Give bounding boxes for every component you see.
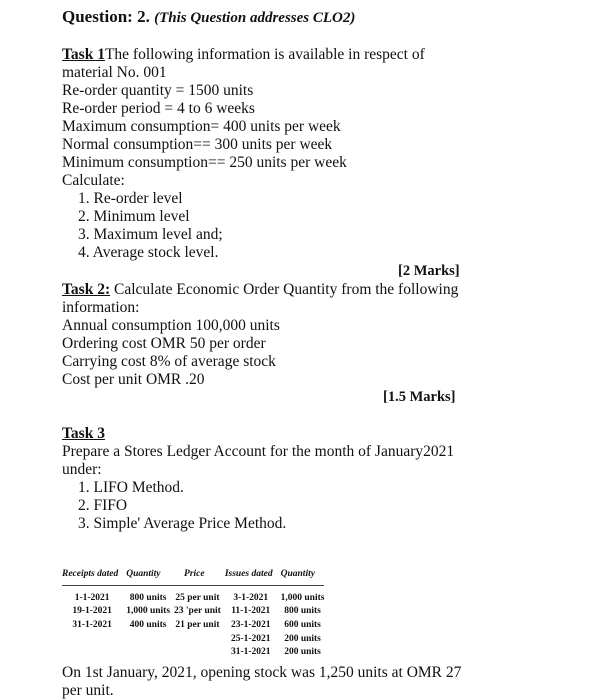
- col-issues-dated: Issues dated: [224, 569, 273, 579]
- col-receipt-quantity: Quantity: [126, 569, 161, 579]
- table-row: [62, 632, 328, 646]
- calculate-label: Calculate:: [62, 172, 125, 189]
- table-row: [62, 605, 328, 619]
- task2-fact: Ordering cost OMR 50 per order: [62, 335, 266, 352]
- question-title: Question: 2. (This Question addresses CLO2): [62, 7, 356, 26]
- col-receipts-dated: Receipts dated: [62, 569, 119, 579]
- task1-fact: Normal consumption== 300 units per week: [62, 136, 333, 153]
- table-cell: [174, 632, 225, 646]
- table-cell: 800 units: [129, 592, 167, 603]
- table-cell: 31-1-2021: [72, 619, 112, 630]
- table-cell: 25 per unit: [175, 592, 220, 603]
- table-cell: [126, 645, 174, 659]
- table-cell: 200 units: [284, 647, 321, 658]
- col-issue-quantity: Quantity: [280, 569, 315, 579]
- table-cell: [174, 645, 225, 659]
- table-cell: 11-1-2021: [231, 606, 271, 617]
- table-header-row: [62, 565, 328, 583]
- table-cell: 19-1-2021: [72, 606, 112, 617]
- task3-intro-cont: under:: [62, 461, 102, 478]
- table-cell: 1,000 units: [280, 592, 325, 603]
- task2-fact: Annual consumption 100,000 units: [62, 317, 280, 334]
- table-cell: 800 units: [284, 606, 321, 617]
- task1-item: 3. Maximum level and;: [78, 226, 223, 243]
- task3-heading-line: [62, 425, 105, 443]
- table-row: [62, 618, 328, 632]
- task1-marks: [2 Marks]: [398, 263, 460, 279]
- table-cell: 31-1-2021: [230, 647, 271, 658]
- task1-item: 4. Average stock level.: [78, 244, 219, 261]
- opening-stock-note: On 1st January, 2021, opening stock was 1,250 units at OMR 27: [62, 664, 462, 681]
- question-note: (This Question addresses CLO2): [154, 10, 356, 26]
- task2-intro: Task 2: Calculate Economic Order Quantity from the following: [62, 281, 459, 298]
- table-cell: 23 'per unit: [174, 606, 221, 617]
- col-price: Price: [184, 569, 205, 579]
- table-cell: [62, 645, 126, 659]
- table-row: [62, 591, 328, 605]
- task1-intro-cont: material No. 001: [62, 64, 167, 81]
- table-header-divider: [62, 585, 324, 586]
- task2-marks: [1.5 Marks]: [383, 389, 456, 405]
- task1-heading: Task 1: [62, 46, 105, 63]
- ledger-table: [62, 565, 328, 659]
- task1-fact: Re-order quantity = 1500 units: [62, 82, 254, 99]
- task3-item: 1. LIFO Method.: [78, 479, 184, 496]
- task3-item: 3. Simple' Average Price Method.: [78, 515, 287, 532]
- task1-item: 2. Minimum level: [78, 208, 190, 225]
- task1-fact: Maximum consumption= 400 units per week: [62, 118, 341, 135]
- task2-fact: Carrying cost 8% of average stock: [62, 353, 276, 370]
- opening-stock-note-cont: per unit.: [62, 682, 114, 699]
- table-cell: 1-1-2021: [74, 592, 110, 603]
- table-cell: 21 per unit: [175, 619, 220, 630]
- task2-fact: Cost per unit OMR .20: [62, 371, 205, 388]
- table-cell: 3-1-2021: [233, 592, 269, 603]
- task1-item: 1. Re-order level: [78, 190, 183, 207]
- task1-fact: Minimum consumption== 250 units per week: [62, 154, 347, 171]
- table-cell: [62, 632, 126, 646]
- table-row: [62, 645, 328, 659]
- table-cell: 400 units: [129, 619, 167, 630]
- task1-intro: Task 1The following information is available in respect of: [62, 46, 425, 63]
- task3-heading: Task 3: [62, 425, 105, 442]
- task2-heading: Task 2:: [62, 281, 111, 298]
- task3-intro: Prepare a Stores Ledger Account for the month of January2021: [62, 443, 455, 460]
- task2-intro-cont: information:: [62, 299, 140, 316]
- table-cell: 1,000 units: [126, 606, 171, 617]
- table-cell: 600 units: [284, 619, 321, 630]
- task3-item: 2. FIFO: [78, 497, 128, 514]
- table-cell: 23-1-2021: [230, 619, 271, 630]
- task1-fact: Re-order period = 4 to 6 weeks: [62, 100, 255, 117]
- table-cell: [126, 632, 174, 646]
- table-cell: 200 units: [284, 633, 321, 644]
- table-cell: 25-1-2021: [230, 633, 271, 644]
